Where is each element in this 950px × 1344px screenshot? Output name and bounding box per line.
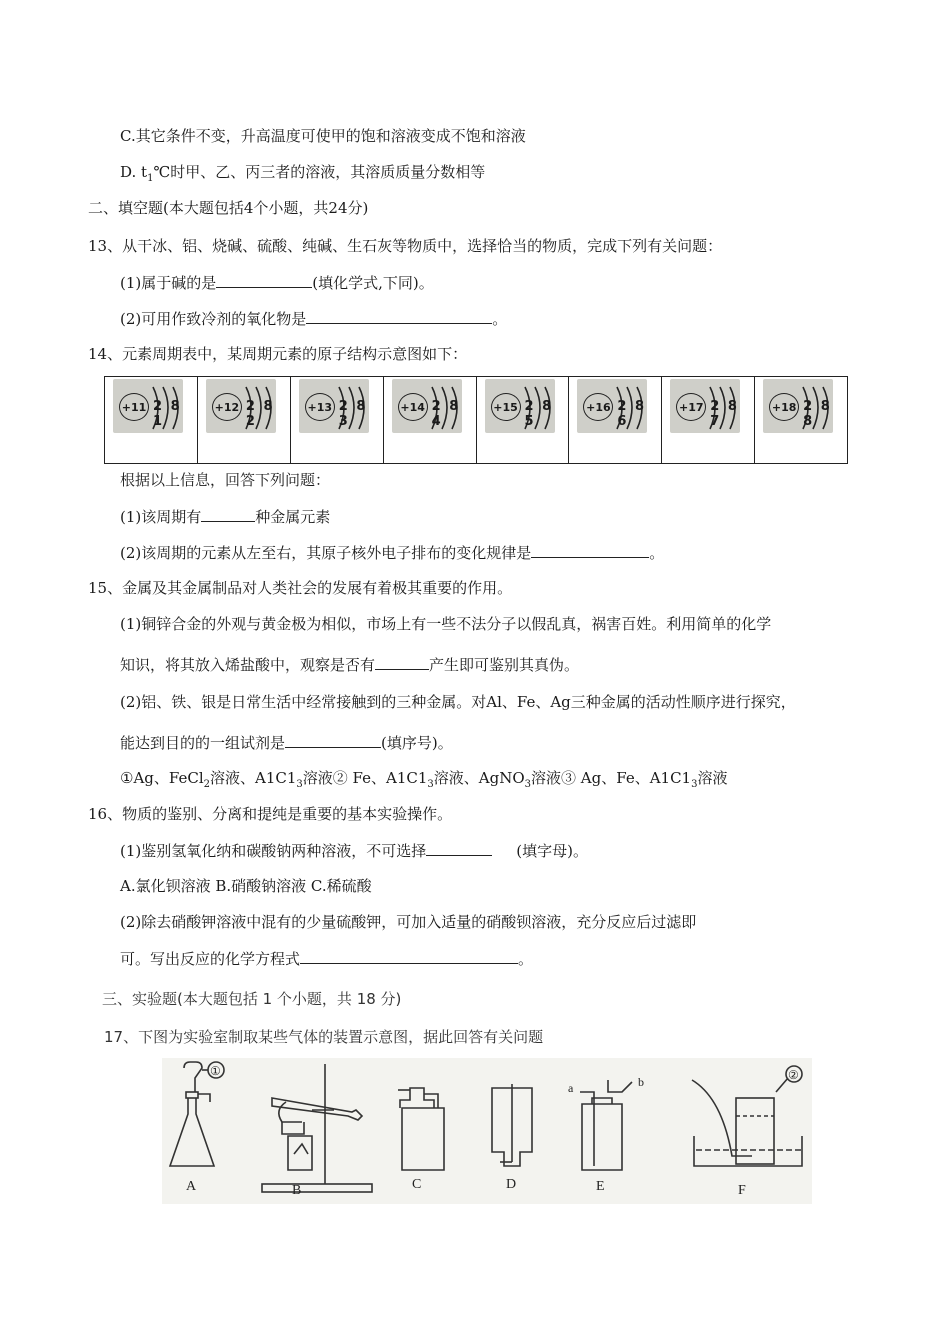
question-15: 15、金属及其金属制品对人类社会的发展有着极其重要的作用。 <box>88 579 513 597</box>
answer-blank[interactable] <box>426 840 492 856</box>
question-16-options: A.氯化钡溶液 B.硝酸钠溶液 C.稀硫酸 <box>120 877 372 895</box>
question-14-1: (1)该周期有 种金属元素 <box>120 508 331 526</box>
nucleus-charge: +12 <box>212 393 242 421</box>
section-2-heading: 二、填空题(本大题包括4个小题，共24分) <box>88 199 369 217</box>
question-15-2b: 能达到目的的一组试剂是 (填序号)。 <box>120 734 453 752</box>
electron-counts: 2 8 7 <box>710 399 739 429</box>
question-14: 14、元素周期表中，某周期元素的原子结构示意图如下： <box>88 345 468 363</box>
question-15-2a: (2)铝、铁、银是日常生活中经常接触到的三种金属。对Al、Fe、Ag三种金属的活动性顺序进行探究， <box>120 693 796 711</box>
atom-cell <box>291 377 384 463</box>
label-a: A <box>186 1179 197 1194</box>
atom-diagram <box>763 379 833 433</box>
section-3-heading: 三、实验题(本大题包括 1 个小题，共 18 分) <box>102 990 402 1008</box>
atom-cell <box>662 377 755 463</box>
atom-diagram <box>577 379 647 433</box>
atom-cell <box>384 377 477 463</box>
question-14-2: (2)该周期的元素从左至右，其原子核外电子排布的变化规律是 。 <box>120 544 665 562</box>
question-13: 13、从干冰、铝、烧碱、硫酸、纯碱、生石灰等物质中，选择恰当的物质，完成下列有关问题： <box>88 237 723 255</box>
atom-cell <box>569 377 662 463</box>
answer-blank[interactable] <box>201 506 255 522</box>
nucleus-charge: +13 <box>305 393 335 421</box>
label-c: C <box>412 1177 422 1192</box>
option-d: D. $t_1℃$时甲、乙、丙三者的溶液，其溶质质量分数相等 <box>120 163 486 184</box>
question-16-2a: (2)除去硝酸钾溶液中混有的少量硫酸钾，可加入适量的硝酸钡溶液，充分反应后过滤即 <box>120 913 697 931</box>
label-e: E <box>596 1179 605 1194</box>
question-16: 16、物质的鉴别、分离和提纯是重要的基本实验操作。 <box>88 805 453 823</box>
question-15-options: ①Ag、FeCl$_2$溶液、$A1C1_3$溶液② Fe、$A1C1_3$溶液、AgNO$_3$溶液③ Ag、Fe、$A1C1_3$溶液 <box>120 769 728 790</box>
nucleus-charge: +18 <box>769 393 799 421</box>
question-17: 17、下图为实验室制取某些气体的装置示意图，据此回答有关问题 <box>104 1028 544 1046</box>
marker-1: ① <box>210 1064 221 1078</box>
nucleus-charge: +11 <box>119 393 149 421</box>
nucleus-charge: +17 <box>676 393 706 421</box>
atom-cell <box>105 377 198 463</box>
question-15-1b: 知识，将其放入烯盐酸中，观察是否有 产生即可鉴别其真伪。 <box>120 656 580 674</box>
option-c: C.其它条件不变，升高温度可使甲的饱和溶液变成不饱和溶液 <box>120 127 526 145</box>
atom-diagram <box>113 379 183 433</box>
atom-cell <box>477 377 570 463</box>
atom-diagram <box>206 379 276 433</box>
atom-diagram <box>485 379 555 433</box>
answer-blank[interactable] <box>285 732 381 748</box>
electron-counts: 2 8 6 <box>617 399 646 429</box>
electron-counts: 2 8 5 <box>524 399 554 429</box>
answer-blank[interactable] <box>216 272 312 288</box>
label-d: D <box>506 1177 517 1192</box>
answer-blank[interactable] <box>375 654 429 670</box>
question-13-2: (2)可用作致冷剂的氧化物是 。 <box>120 310 508 328</box>
atom-diagram <box>392 379 462 433</box>
answer-blank[interactable] <box>306 308 492 324</box>
atom-cell <box>198 377 291 463</box>
question-14-intro: 根据以上信息，回答下列问题： <box>120 471 331 489</box>
atom-structure-table <box>104 376 848 464</box>
question-16-1: (1)鉴别氢氧化纳和碳酸钠两种溶液，不可选择 (填字母)。 <box>120 842 588 860</box>
question-16-2b: 可。写出反应的化学方程式 。 <box>120 950 534 968</box>
electron-counts: 2 8 4 <box>431 399 461 429</box>
electron-counts: 2 8 8 <box>803 399 832 429</box>
electron-counts: 2 8 1 <box>153 399 182 429</box>
port-a-label: a <box>568 1081 574 1095</box>
answer-blank[interactable] <box>300 948 518 964</box>
marker-2: ② <box>788 1068 799 1082</box>
atom-diagram <box>299 379 369 433</box>
atom-cell <box>755 377 847 463</box>
electron-counts: 2 8 2 <box>245 399 275 429</box>
question-13-1: (1)属于碱的是 (填化学式,下同)。 <box>120 274 434 292</box>
nucleus-charge: +16 <box>583 393 613 421</box>
answer-blank[interactable] <box>531 542 649 558</box>
nucleus-charge: +15 <box>491 393 521 421</box>
port-b-label: b <box>638 1075 644 1089</box>
atom-diagram <box>670 379 740 433</box>
question-15-1a: (1)铜锌合金的外观与黄金极为相似，市场上有一些不法分子以假乱真，祸害百姓。利用简单的化学 <box>120 615 772 633</box>
lab-apparatus-figure <box>162 1058 812 1204</box>
label-f: F <box>738 1183 746 1198</box>
label-b: B <box>292 1183 302 1198</box>
electron-counts: 2 8 3 <box>338 399 368 429</box>
nucleus-charge: +14 <box>398 393 428 421</box>
